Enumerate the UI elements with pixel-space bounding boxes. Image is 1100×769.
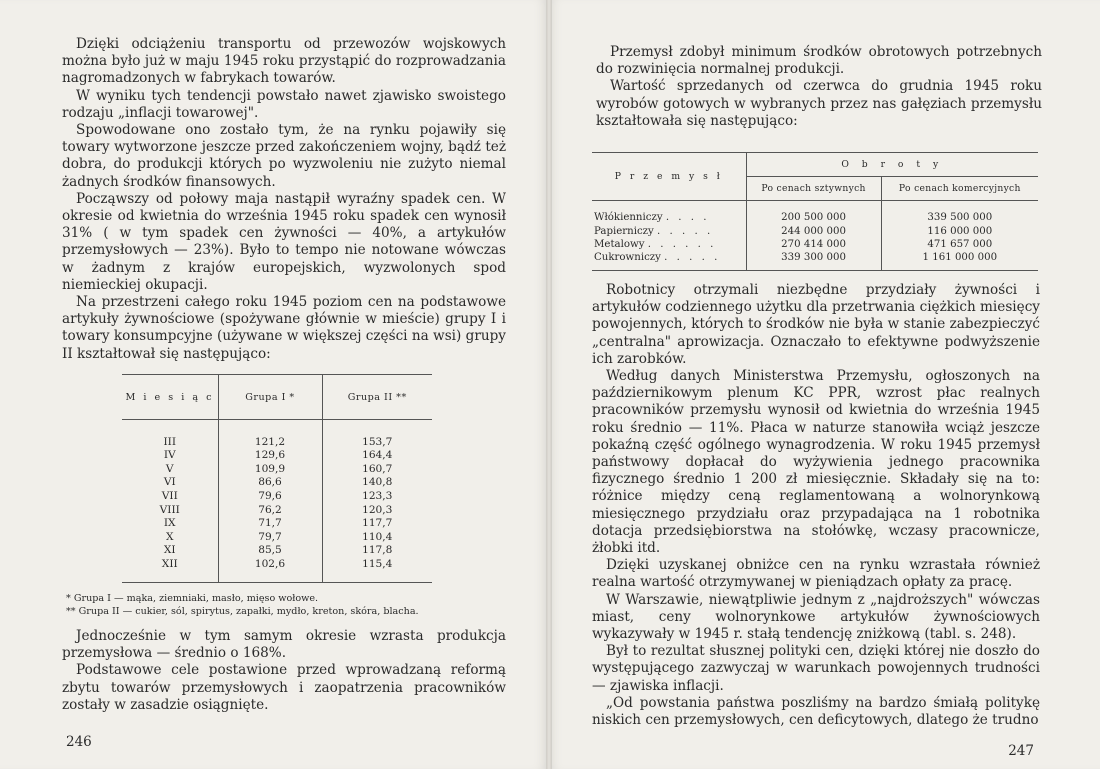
industry-name: Metalowy	[594, 238, 645, 250]
header-month: M i e s i ą c	[122, 375, 218, 420]
industry-cell	[592, 201, 746, 225]
paragraph: Wartość sprzedanych od czerwca do grudnia 1945 roku wyrobów gotowych w wybranych przez nas gałęziach przemysłu kształtowała się następująco:	[596, 78, 1042, 129]
group-1-cell: 102,6	[218, 558, 322, 582]
table-row	[592, 225, 1038, 238]
group-2-cell: 110,4	[362, 530, 393, 543]
group-2-cell: 117,7	[362, 517, 393, 530]
month-cell: XII	[122, 558, 218, 582]
group-1-cell: 71,7	[218, 517, 322, 531]
header-group-2: Grupa II **	[322, 375, 432, 420]
paragraph: W wyniku tych tendencji powstało nawet zjawisko swoistego rodzaju „inflacji towarowej".	[62, 87, 506, 121]
paragraph: Według danych Ministerstwa Przemysłu, ogłoszonych na październikowym plenum KC PPR, wzrost płac realnych pracowników przemysłu wynosił od kwietnia do września 1945 roku średnio — 11%. Płaca w naturze stanowiła wciąż jeszcze pokaźną część ogólnego wynagrodzenia. W roku 1945 przemysł państwowy dopłacał do wyżywienia jednego pracownika fizycznego średnio 1 200 zł miesięcznie. Składały się na to: różnice między ceną reglamentowaną a wolnorynkową miesięcznego przydziału oraz przypadająca na 1 robotnika dotacja przedsiębiorstwa na stołówkę, wczasy pracownicze, żłobki itd.	[592, 368, 1040, 557]
right-page	[548, 0, 1100, 769]
header-commercial-prices: Po cenach komercyjnych	[881, 177, 1038, 201]
group-2-cell: 115,4	[362, 557, 393, 570]
group-2-cell: 153,7	[362, 435, 393, 448]
header-turnover: O b r o t y	[746, 153, 1038, 177]
leader-dots: . . . . .	[664, 252, 721, 264]
month-cell: IX	[122, 517, 218, 531]
month-cell: VI	[122, 476, 218, 490]
group-1-cell: 86,6	[218, 476, 322, 490]
month-cell: IV	[122, 449, 218, 463]
paragraph: „Od powstania państwa poszliśmy na bardzo śmiałą politykę niskich cen przemysłowych, cen deficytowych, dlatego że trudno	[592, 694, 1040, 729]
table-row	[122, 490, 432, 504]
table-row	[122, 476, 432, 490]
header-group-1: Grupa I *	[218, 375, 322, 420]
industry-name: Włókienniczy	[594, 212, 663, 224]
footnote-2: ** Grupa II — cukier, sól, spirytus, zapałki, mydło, kreton, skóra, blacha.	[66, 605, 419, 617]
header-industry: P r z e m y s ł	[592, 153, 746, 201]
table-row	[122, 531, 432, 545]
table-footnotes	[66, 593, 506, 618]
commercial-price-cell: 116 000 000	[927, 225, 993, 237]
book-gutter	[546, 0, 552, 769]
month-cell: XI	[122, 544, 218, 558]
group-1-cell: 76,2	[218, 504, 322, 518]
commercial-price-cell: 339 500 000	[927, 212, 993, 224]
price-table-wrap	[122, 374, 432, 583]
left-body-top	[62, 36, 506, 363]
page-number-left: 246	[66, 734, 92, 750]
industry-cell	[592, 251, 746, 271]
price-index-table	[122, 374, 432, 583]
footnote-1: * Grupa I — mąka, ziemniaki, masło, mięso wołowe.	[66, 593, 319, 604]
paragraph: Był to rezultat słusznej polityki cen, dzięki której nie doszło do występującego zazwyczaj w warunkach powojennych trudności — zjawiska inflacji.	[592, 643, 1040, 694]
table-row	[592, 201, 1038, 225]
fixed-price-cell: 270 414 000	[746, 238, 881, 251]
table-row	[592, 238, 1038, 251]
right-body-top	[596, 44, 1042, 130]
group-2-cell: 123,3	[362, 489, 393, 502]
group-2-cell: 140,8	[362, 476, 393, 489]
header-fixed-prices: Po cenach sztywnych	[746, 177, 881, 201]
fixed-price-cell: 339 300 000	[746, 251, 881, 271]
group-2-cell: 117,8	[362, 544, 393, 557]
paragraph: Podstawowe cele postawione przed wprowadzaną reformą zbytu towarów przemysłowych i zaopatrzenia pracowników zostały w zasadzie osiągnięte.	[62, 662, 506, 713]
group-1-cell: 79,6	[218, 490, 322, 504]
table-row	[592, 251, 1038, 271]
fixed-price-cell: 244 000 000	[746, 225, 881, 238]
month-cell: V	[122, 463, 218, 477]
page-number-right: 247	[1008, 743, 1034, 759]
industry-cell	[592, 225, 746, 238]
table-row	[122, 517, 432, 531]
industry-cell	[592, 238, 746, 251]
industry-name: Cukrowniczy	[594, 252, 661, 264]
table-row	[122, 558, 432, 582]
month-cell: X	[122, 531, 218, 545]
group-2-cell: 160,7	[362, 462, 393, 475]
commercial-price-cell: 1 161 000 000	[922, 252, 998, 264]
group-1-cell: 79,7	[218, 531, 322, 545]
table-row	[122, 419, 432, 449]
table-row	[122, 449, 432, 463]
sales-table-wrap	[592, 152, 1038, 271]
group-1-cell: 85,5	[218, 544, 322, 558]
month-cell: III	[122, 419, 218, 449]
group-2-cell: 164,4	[362, 449, 393, 462]
fixed-price-cell: 200 500 000	[746, 201, 881, 225]
group-2-cell: 120,3	[362, 503, 393, 516]
industry-name: Papierniczy	[594, 225, 654, 237]
group-1-cell: 109,9	[218, 463, 322, 477]
table-row	[122, 463, 432, 477]
table-row	[122, 544, 432, 558]
leader-dots: . . . . . .	[647, 238, 717, 250]
paragraph: Dzięki uzyskanej obniżce cen na rynku wzrastała również realna wartość otrzymywanej w pieniądzach opłaty za pracę.	[592, 557, 1040, 591]
paragraph: Na przestrzeni całego roku 1945 poziom cen na podstawowe artykuły żywnościowe (spożywane głównie w mieście) grupy I i towary konsumpcyjne (używane w większej części na wsi) grupy II kształtował się następująco:	[62, 294, 506, 362]
paragraph: W Warszawie, niewątpliwie jednym z „najdroższych" wówczas miast, ceny wolnorynkowe artykułów żywnościowych wykazywały w 1945 r. stałą tendencję zniżkową (tabl. s. 248).	[592, 591, 1040, 643]
table-row	[122, 504, 432, 518]
paragraph: Spowodowane ono zostało tym, że na rynku pojawiły się towary wytworzone jeszcze przed zakończeniem wojny, bądź też dobra, do produkcji których po wyzwoleniu nie zużyto niemal żadnych środków finansowych.	[62, 122, 506, 190]
paragraph: Dzięki odciążeniu transportu od przewozów wojskowych można było już w maju 1945 roku przystąpić do rozprowadzania nagromadzonych w fabrykach towarów.	[62, 36, 506, 87]
paragraph: Począwszy od połowy maja nastąpił wyraźny spadek cen. W okresie od kwietnia do września 1945 roku spadek cen wynosił 31% ( w tym spadek cen żywności — 40%, a artykułów przemysłowych — 23%). Było to tempo nie notowane wówczas w żadnym z krajów europejskich, wyzwolonych spod niemieckiej okupacji.	[62, 190, 506, 293]
commercial-price-cell: 471 657 000	[927, 238, 993, 250]
month-cell: VIII	[122, 504, 218, 518]
left-page	[0, 0, 548, 769]
paragraph: Przemysł zdobył minimum środków obrotowych potrzebnych do rozwinięcia normalnej produkcji.	[596, 44, 1042, 78]
paragraph: Jednocześnie w tym samym okresie wzrasta produkcja przemysłowa — średnio o 168%.	[62, 628, 506, 662]
paragraph: Robotnicy otrzymali niezbędne przydziały żywności i artykułów codziennego użytku dla przetrwania ciężkich miesięcy powojennych, których to środków nie była w stanie zabezpieczyć „centralna" aprowizacja. Oznaczało to efektywne podwyższenie ich zarobków.	[592, 282, 1040, 367]
leader-dots: . . . .	[665, 212, 710, 224]
right-body-bottom	[592, 282, 1040, 729]
industry-sales-table	[592, 152, 1038, 271]
left-body-bottom	[62, 628, 506, 714]
leader-dots: . . . . .	[657, 225, 714, 237]
group-1-cell: 121,2	[218, 419, 322, 449]
group-1-cell: 129,6	[218, 449, 322, 463]
month-cell: VII	[122, 490, 218, 504]
